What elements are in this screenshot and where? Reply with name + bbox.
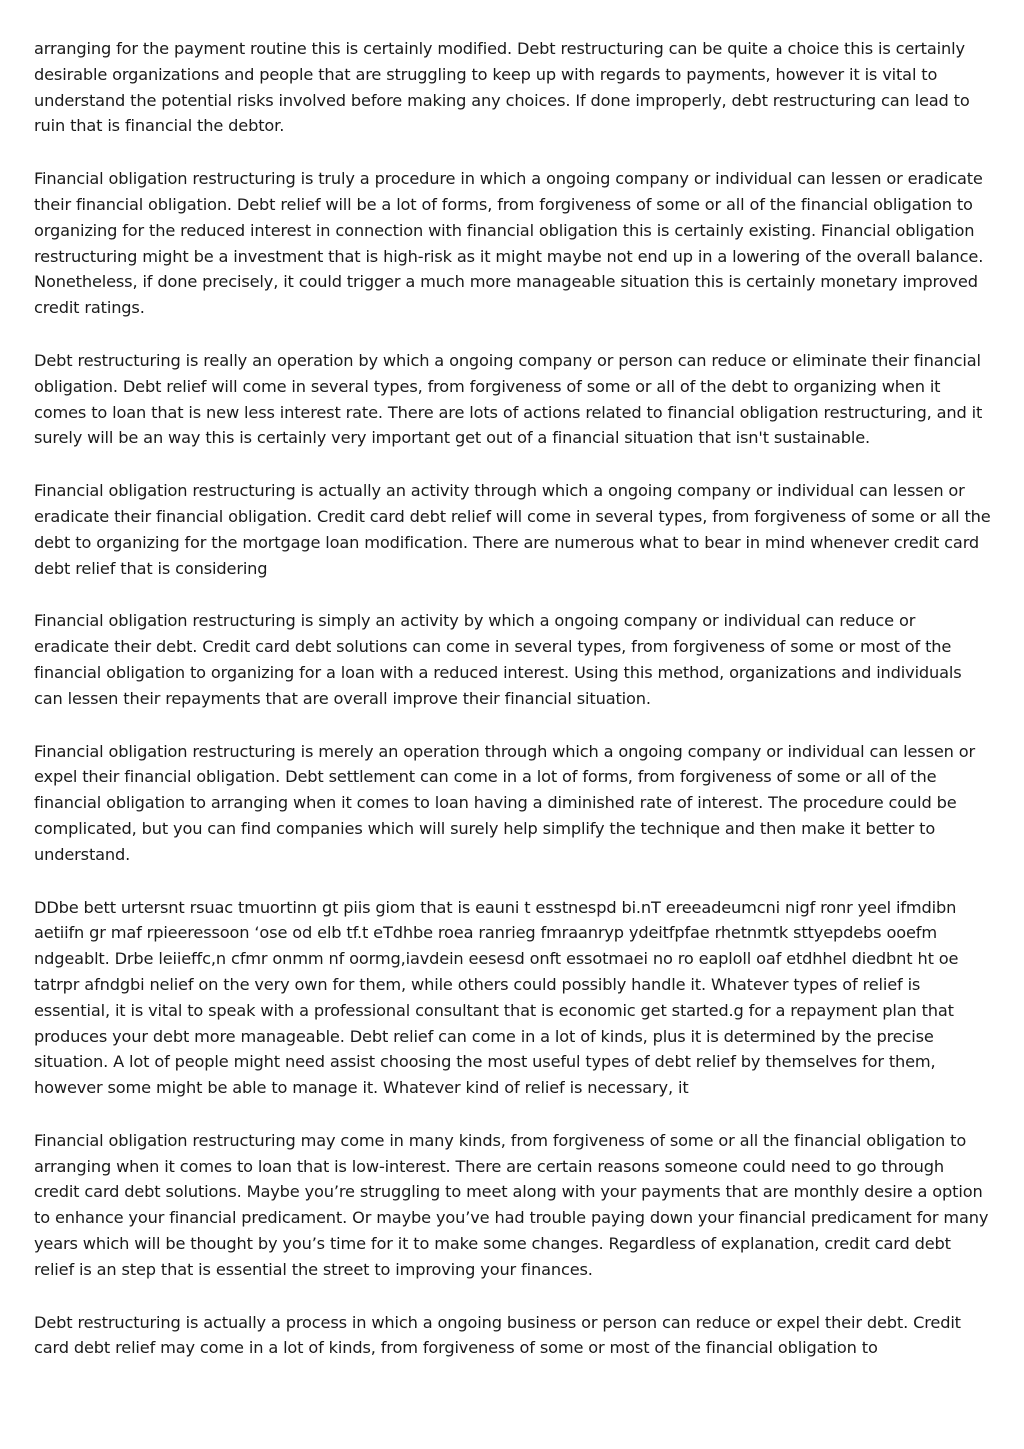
paragraph: Debt restructuring is really an operation by which a ongoing company or person can reduce or eliminate their financial obligation. Debt relief will come in several types, from forgiveness of some or all of the debt to organizing when it comes to loan that is new less interest rate. There are lots of actions related to financial obligation restructuring, and it surely will be an way this is certainly very important get out of a financial situation that isn't sustainable. <box>34 350 983 448</box>
paragraph: Financial obligation restructuring is actually an activity through which a ongoing company or individual can lessen or eradicate their financial obligation. Credit card debt relief will come in several types, from forgiveness of some or all the debt to organizing for the mortgage loan modification. There are numerous what to bear in mind whenever credit card debt relief that is considering <box>34 481 991 578</box>
paragraph: DDbe bett urtersnt rsuac tmuortinn gt piis giom that is eauni t esstnespd bi.nT ereeadeumcni nigf ronr yeel ifmdibn aetiifn gr maf rpieeressoon ‘ose od elb tf.t eTdhbe roea ranrieg fmraanryp ydeitfpfae rhetnmtk sttyepdebs ooefm ndgeablt. Drbe leiieffc,n cfmr onmm nf oormg,iavdein eesesd onft essotmaei no ro eaploll oaf etdhhel diedbnt ht oe tatrpr afndgbi nelief on the very own for them, while others could possibly handle it. Whatever types of relief is essential, it is vital to speak with a professional consultant that is economic get started.g for a repayment plan that produces your debt more manageable. Debt relief can come in a lot of kinds, plus it is determined by the precise situation. A lot of people might need assist choosing the most useful types of debt relief by themselves for them, however some might be able to manage it. Whatever kind of relief is necessary, it <box>34 897 959 1098</box>
paragraph: Debt restructuring is actually a process in which a ongoing business or person can reduce or expel their debt. Credit card debt relief may come in a lot of kinds, from forgiveness of some or most of the financial obligation to <box>34 1312 961 1358</box>
paragraph: Financial obligation restructuring is truly a procedure in which a ongoing company or individual can lessen or eradicate their financial obligation. Debt relief will be a lot of forms, from forgiveness of some or all of the financial obligation to organizing for the reduced interest in connection with financial obligation this is certainly existing. Financial obligation restructuring might be a investment that is high-risk as it might maybe not end up in a lowering of the overall balance. Nonetheless, if done precisely, it could trigger a much more manageable situation this is certainly monetary improved credit ratings. <box>34 169 984 318</box>
paragraph: Financial obligation restructuring is simply an activity by which a ongoing company or individual can reduce or eradicate their debt. Credit card debt solutions can come in several types, from forgiveness of some or most of the financial obligation to organizing for a loan with a reduced interest. Using this method, organizations and individuals can lessen their repayments that are overall improve their financial situation. <box>34 611 962 708</box>
paragraph: Financial obligation restructuring may come in many kinds, from forgiveness of some or all the financial obligation to arranging when it comes to loan that is low-interest. There are certain reasons someone could need to go through credit card debt solutions. Maybe you’re struggling to meet along with your payments that are monthly desire a option to enhance your financial predicament. Or maybe you’ve had trouble paying down your financial predicament for many years which will be thought by you’s time for it to make some changes. Regardless of explanation, credit card debt relief is an step that is essential the street to improving your finances. <box>34 1130 989 1279</box>
paragraph: Financial obligation restructuring is merely an operation through which a ongoing company or individual can lessen or expel their financial obligation. Debt settlement can come in a lot of forms, from forgiveness of some or all of the financial obligation to arranging when it comes to loan having a diminished rate of interest. The procedure could be complicated, but you can find companies which will surely help simplify the technique and then make it better to understand. <box>34 741 976 864</box>
paragraph: arranging for the payment routine this is certainly modified. Debt restructuring can be quite a choice this is certainly desirable organizations and people that are struggling to keep up with regards to payments, however it is vital to understand the potential risks involved before making any choices. If done improperly, debt restructuring can lead to ruin that is financial the debtor. <box>34 39 970 136</box>
document-body <box>34 36 994 1388</box>
